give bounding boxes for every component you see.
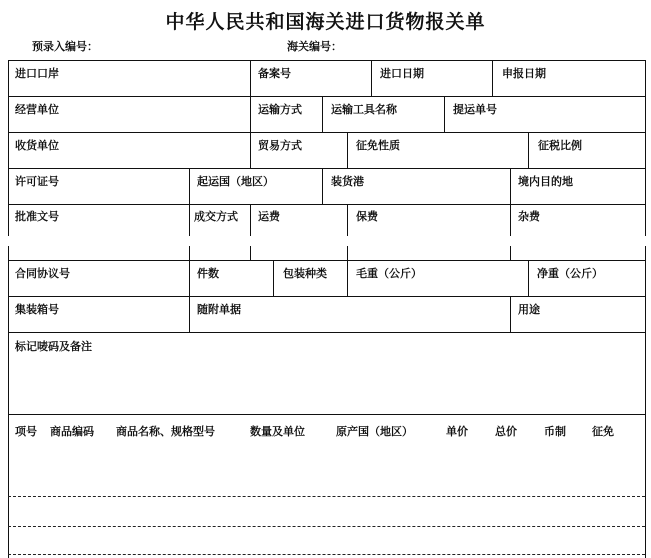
- row-line: [8, 168, 646, 169]
- goods-col-quantity-unit: 数量及单位: [250, 425, 305, 438]
- form-border-top: [8, 60, 646, 61]
- cell-divider: [347, 204, 348, 236]
- goods-col-origin: 原产国（地区）: [336, 425, 413, 438]
- container-number-label: 集装箱号: [15, 303, 59, 316]
- cell-divider: [322, 168, 323, 204]
- cell-divider: [492, 60, 493, 96]
- attached-docs-label: 随附单据: [197, 303, 241, 316]
- cell-divider: [250, 60, 251, 96]
- import-date-label: 进口日期: [380, 67, 424, 80]
- declare-date-label: 申报日期: [502, 67, 546, 80]
- form-title: 中华人民共和国海关进口货物报关单: [165, 11, 486, 33]
- cell-divider: [347, 260, 348, 296]
- cell-divider: [510, 204, 511, 236]
- cell-divider: [189, 168, 190, 204]
- goods-col-currency: 币制: [544, 425, 566, 438]
- operator-label: 经营单位: [15, 103, 59, 116]
- destination-label: 境内目的地: [518, 175, 573, 188]
- trade-mode-label: 贸易方式: [258, 139, 302, 152]
- row-line: [8, 332, 646, 333]
- cell-divider: [510, 246, 511, 260]
- gross-weight-label: 毛重（公斤）: [356, 267, 422, 280]
- loading-port-label: 装货港: [331, 175, 364, 188]
- insurance-label: 保费: [356, 210, 378, 223]
- goods-col-total-price: 总价: [495, 425, 517, 438]
- row-line: [8, 414, 646, 415]
- deal-mode-label: 成交方式: [194, 210, 238, 223]
- form-border-right: [645, 60, 646, 236]
- row-line: [8, 96, 646, 97]
- goods-col-exemption: 征免: [592, 425, 614, 438]
- preentry-number-label: 预录入编号：: [32, 40, 98, 53]
- goods-row-line: [8, 496, 645, 497]
- import-port-label: 进口口岸: [15, 67, 59, 80]
- form-border-left-lower: [8, 246, 9, 558]
- cell-divider: [189, 260, 190, 296]
- form-border-right-lower: [645, 246, 646, 558]
- misc-fee-label: 杂费: [518, 210, 540, 223]
- goods-col-code: 商品编码: [50, 425, 94, 438]
- net-weight-label: 净重（公斤）: [537, 267, 603, 280]
- cell-divider: [250, 96, 251, 132]
- cell-divider: [273, 260, 274, 296]
- exemption-nature-label: 征免性质: [356, 139, 400, 152]
- cell-divider: [528, 260, 529, 296]
- freight-label: 运费: [258, 210, 280, 223]
- marks-remarks-label: 标记唛码及备注: [15, 340, 92, 353]
- cell-divider: [347, 132, 348, 168]
- transport-name-label: 运输工具名称: [331, 103, 397, 116]
- cell-divider: [189, 246, 190, 260]
- origin-country-label: 起运国（地区）: [197, 175, 274, 188]
- pieces-label: 件数: [197, 267, 219, 280]
- row-line: [8, 296, 646, 297]
- tax-rate-label: 征税比例: [538, 139, 582, 152]
- row-line: [8, 260, 646, 261]
- goods-row-line: [8, 554, 645, 555]
- form-border-left: [8, 60, 9, 236]
- cell-divider: [510, 168, 511, 204]
- cell-divider: [528, 132, 529, 168]
- cell-divider: [189, 296, 190, 332]
- cell-divider: [189, 204, 190, 236]
- bill-number-label: 提运单号: [453, 103, 497, 116]
- approval-number-label: 批准文号: [15, 210, 59, 223]
- license-number-label: 许可证号: [15, 175, 59, 188]
- customs-number-label: 海关编号：: [287, 40, 342, 53]
- transport-mode-label: 运输方式: [258, 103, 302, 116]
- cell-divider: [510, 296, 511, 332]
- cell-divider: [371, 60, 372, 96]
- cell-divider: [250, 246, 251, 260]
- usage-label: 用途: [518, 303, 540, 316]
- cell-divider: [347, 246, 348, 260]
- cell-divider: [444, 96, 445, 132]
- cell-divider: [322, 96, 323, 132]
- goods-col-unit-price: 单价: [446, 425, 468, 438]
- contract-number-label: 合同协议号: [15, 267, 70, 280]
- row-line: [8, 204, 646, 205]
- goods-row-line: [8, 526, 645, 527]
- package-type-label: 包装种类: [283, 267, 327, 280]
- row-line: [8, 132, 646, 133]
- record-number-label: 备案号: [258, 67, 291, 80]
- goods-col-item-no: 项号: [15, 425, 37, 438]
- cell-divider: [250, 204, 251, 236]
- goods-col-name-spec: 商品名称、规格型号: [116, 425, 215, 438]
- consignee-label: 收货单位: [15, 139, 59, 152]
- cell-divider: [250, 132, 251, 168]
